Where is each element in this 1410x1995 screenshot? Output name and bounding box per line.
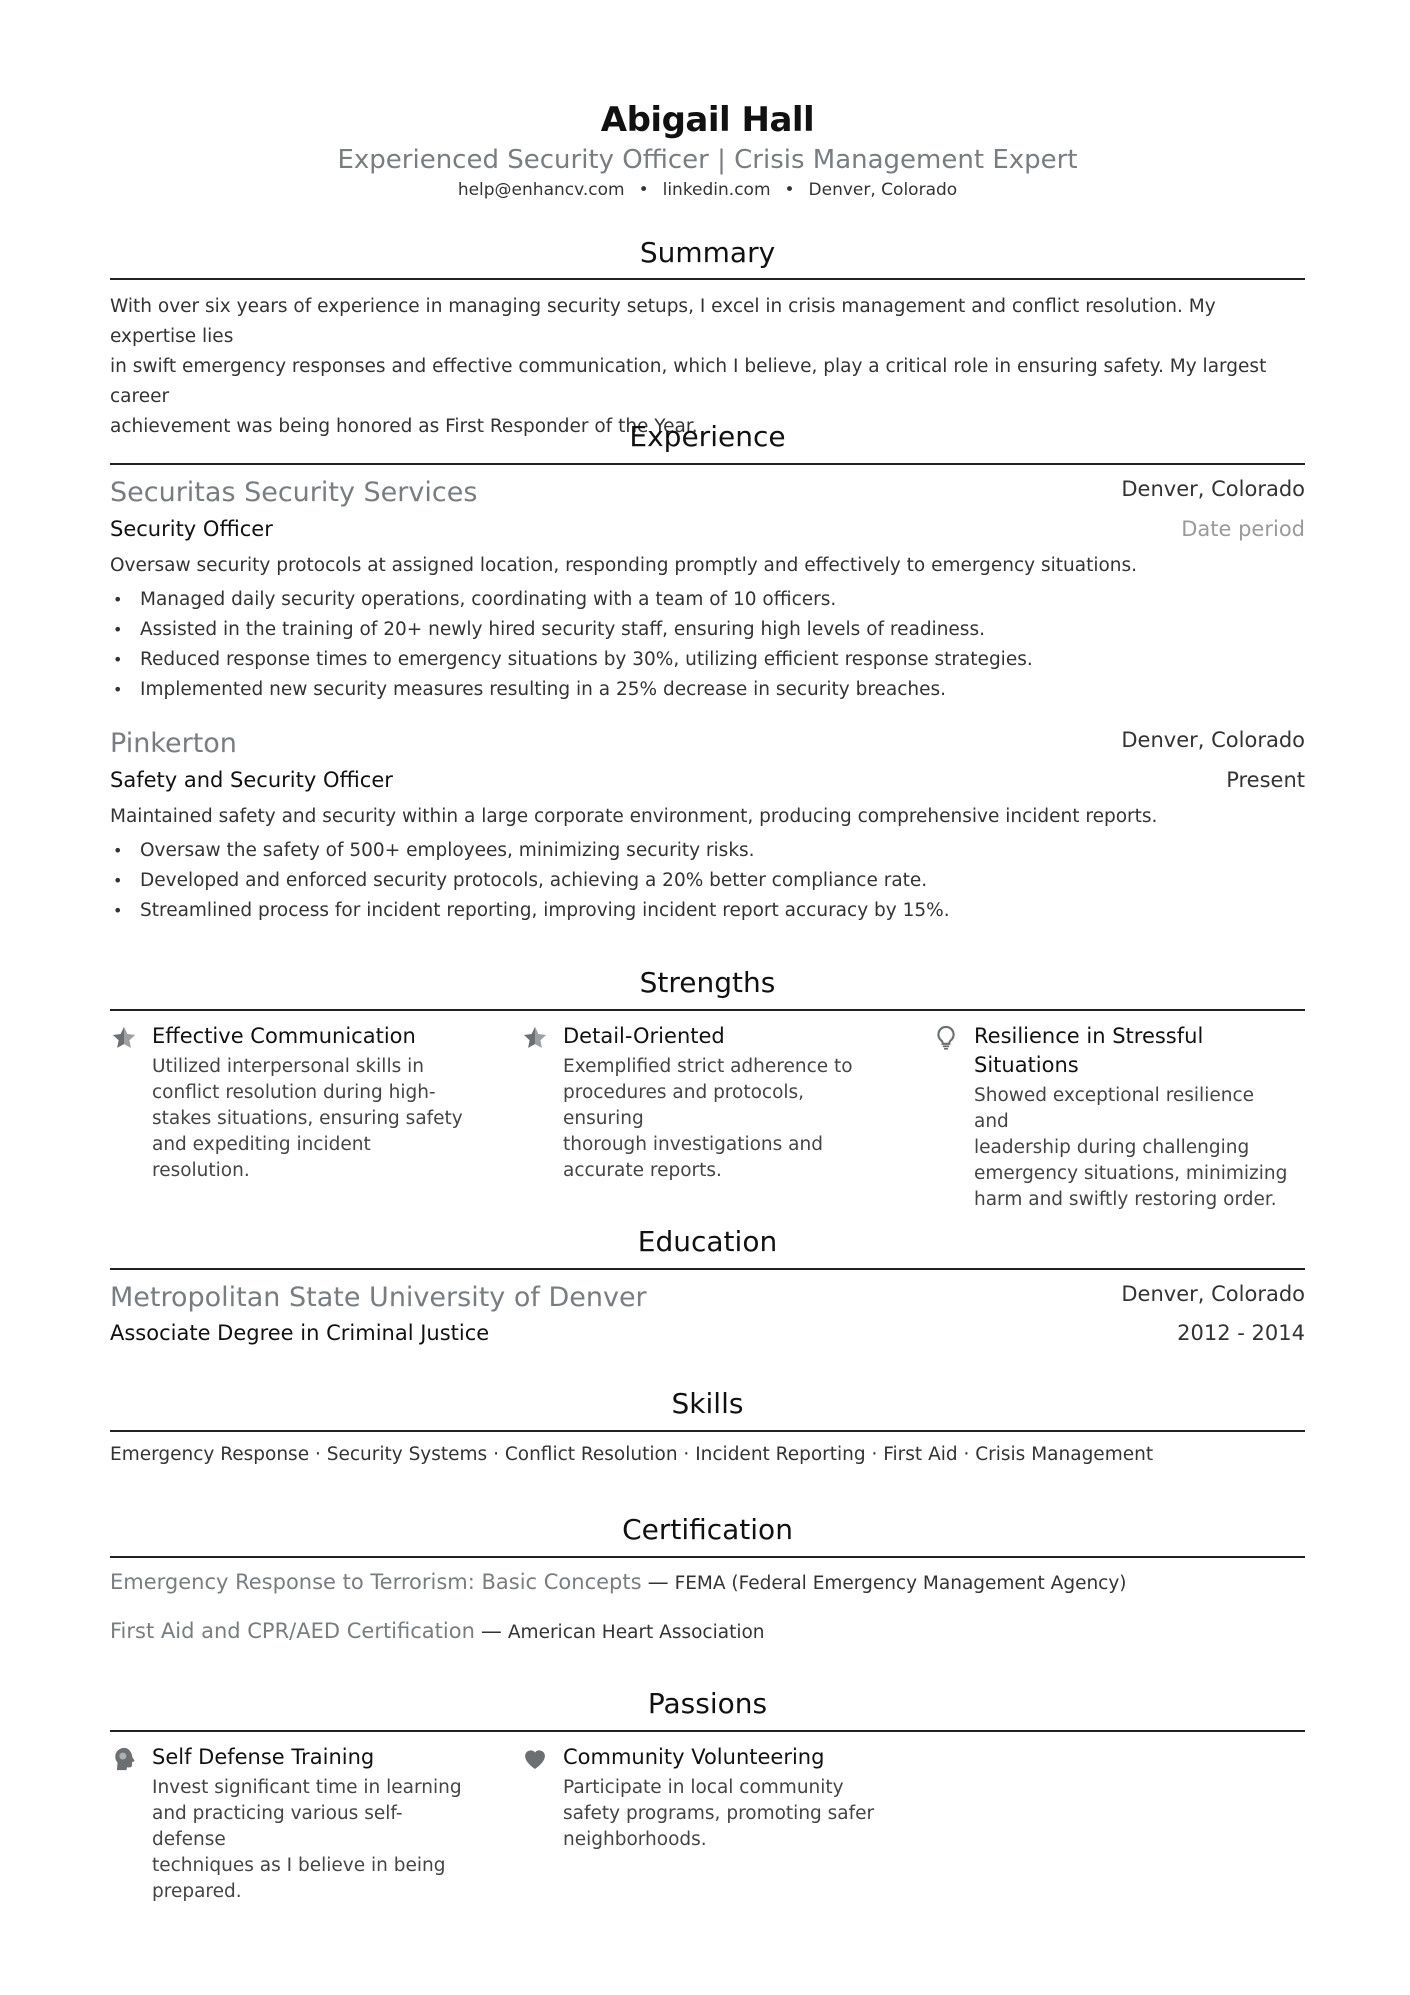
- passion-line: Participate in local community: [563, 1777, 844, 1798]
- section-divider: [110, 463, 1305, 465]
- email-link[interactable]: help@enhancv.com: [457, 180, 625, 200]
- education-school: Metropolitan State University of Denver: [110, 1282, 647, 1313]
- linkedin-link[interactable]: linkedin.com: [662, 180, 771, 200]
- certification-item: [110, 1619, 765, 1643]
- strength-line: stakes situations, ensuring safety: [152, 1108, 463, 1129]
- strengths-heading: Strengths: [639, 966, 776, 999]
- contact-line: [110, 180, 1305, 200]
- job-company: Pinkerton: [110, 728, 237, 759]
- strength-line: emergency situations, minimizing: [974, 1163, 1288, 1184]
- passion-title: Self Defense Training: [152, 1745, 375, 1769]
- summary-line: With over six years of experience in managing security setups, I excel in crisis management and conflict resolution. My expertise lies: [110, 296, 1216, 347]
- passions-heading: Passions: [647, 1687, 768, 1720]
- education-heading: Education: [637, 1225, 778, 1258]
- strength-title: Effective Communication: [152, 1024, 416, 1048]
- certification-name: Emergency Response to Terrorism: Basic Concepts: [110, 1570, 642, 1594]
- job-bullet: • Developed and enforced security protocols, achieving a 20% better compliance rate.: [110, 866, 1305, 896]
- contact-separator: •: [638, 180, 649, 200]
- passion-line: neighborhoods.: [563, 1829, 707, 1850]
- certification-issuer: American Heart Association: [507, 1622, 765, 1643]
- summary-line: in swift emergency responses and effective communication, which I believe, play a critical role in ensuring safety. My largest career: [110, 356, 1267, 407]
- passion-line: safety programs, promoting safer: [563, 1803, 875, 1824]
- strength-item: [932, 1022, 1312, 1213]
- passion-line: and practicing various self-defense: [152, 1803, 403, 1850]
- job-description: Oversaw security protocols at assigned location, responding promptly and effectively to emergency situations.: [110, 555, 1138, 576]
- certification-name: First Aid and CPR/AED Certification: [110, 1619, 475, 1643]
- strength-title: Detail-Oriented: [563, 1024, 725, 1048]
- star-icon: [110, 1024, 138, 1052]
- strength-line: conflict resolution during high-: [152, 1082, 436, 1103]
- certification-heading: Certification: [622, 1513, 793, 1546]
- summary-heading: Summary: [639, 236, 776, 269]
- section-divider: [110, 278, 1305, 280]
- strength-line: procedures and protocols, ensuring: [563, 1082, 805, 1129]
- education-dates: 2012 - 2014: [1177, 1321, 1305, 1345]
- job-role: Security Officer: [110, 517, 273, 541]
- strength-item: [110, 1022, 490, 1184]
- section-divider: [110, 1556, 1305, 1558]
- job-bullet: • Implemented new security measures resulting in a 25% decrease in security breaches.: [110, 675, 1305, 705]
- job-bullet: • Assisted in the training of 20+ newly hired security staff, ensuring high levels of readiness.: [110, 615, 1305, 645]
- section-divider: [110, 1730, 1305, 1732]
- passion-line: Invest significant time in learning: [152, 1777, 462, 1798]
- contact-location: Denver, Colorado: [808, 180, 958, 200]
- job-bullet: • Oversaw the safety of 500+ employees, minimizing security risks.: [110, 836, 1305, 866]
- star-icon: [521, 1024, 549, 1052]
- passion-description: [152, 1775, 472, 1905]
- strength-line: thorough investigations and: [563, 1134, 823, 1155]
- job-description: Maintained safety and security within a large corporate environment, producing comprehensive incident reports.: [110, 806, 1158, 827]
- strength-description: [152, 1054, 472, 1184]
- passion-line: techniques as I believe in being: [152, 1855, 446, 1876]
- certification-issuer: FEMA (Federal Emergency Management Agency): [674, 1573, 1127, 1594]
- contact-separator: •: [784, 180, 795, 200]
- strength-line: and expediting incident resolution.: [152, 1134, 371, 1181]
- lightbulb-icon: [932, 1024, 960, 1052]
- strength-title: [974, 1022, 1312, 1080]
- passion-title: Community Volunteering: [563, 1745, 825, 1769]
- strength-line: harm and swiftly restoring order.: [974, 1189, 1277, 1210]
- certification-dash: —: [647, 1570, 669, 1594]
- certification-dash: —: [480, 1619, 502, 1643]
- section-divider: [110, 1268, 1305, 1270]
- job-bullet: • Reduced response times to emergency situations by 30%, utilizing efficient response strategies.: [110, 645, 1305, 675]
- strength-line: Exemplified strict adherence to: [563, 1056, 853, 1077]
- strength-item: [521, 1022, 901, 1184]
- strength-title-line: Situations: [974, 1053, 1079, 1077]
- passion-item: [521, 1743, 901, 1853]
- passion-description: [563, 1775, 883, 1853]
- job-date: Present: [1226, 768, 1305, 792]
- section-divider: [110, 1009, 1305, 1011]
- strength-line: Utilized interpersonal skills in: [152, 1056, 424, 1077]
- strength-line: Showed exceptional resilience and: [974, 1085, 1254, 1132]
- candidate-headline: Experienced Security Officer | Crisis Management Expert: [337, 145, 1078, 175]
- experience-heading: Experience: [629, 420, 786, 453]
- job-company: Securitas Security Services: [110, 477, 478, 508]
- skills-list: Emergency Response · Security Systems · Conflict Resolution · Incident Reporting · First Aid · Crisis Management: [110, 1444, 1154, 1465]
- strength-title-line: Resilience in Stressful: [974, 1024, 1204, 1048]
- strength-description: [563, 1054, 883, 1184]
- summary-line: achievement was being honored as First Responder of the Year.: [110, 416, 698, 437]
- job-location: Denver, Colorado: [1121, 477, 1305, 501]
- job-date: Date period: [1181, 517, 1305, 541]
- certification-item: [110, 1570, 1127, 1594]
- job-location: Denver, Colorado: [1121, 728, 1305, 752]
- section-divider: [110, 1430, 1305, 1432]
- strength-line: accurate reports.: [563, 1160, 722, 1181]
- strength-line: leadership during challenging: [974, 1137, 1250, 1158]
- job-bullet: • Streamlined process for incident reporting, improving incident report accuracy by 15%.: [110, 896, 1305, 926]
- candidate-name: Abigail Hall: [600, 100, 815, 140]
- job-bullets: [110, 585, 1305, 705]
- job-bullet: • Managed daily security operations, coordinating with a team of 10 officers.: [110, 585, 1305, 615]
- education-degree: Associate Degree in Criminal Justice: [110, 1321, 490, 1345]
- strength-description: [974, 1083, 1294, 1213]
- job-role: Safety and Security Officer: [110, 768, 393, 792]
- heart-icon: [521, 1745, 549, 1773]
- brain-head-icon: [110, 1745, 138, 1773]
- passion-item: [110, 1743, 490, 1905]
- skills-heading: Skills: [671, 1387, 744, 1420]
- passion-line: prepared.: [152, 1881, 242, 1902]
- education-location: Denver, Colorado: [1121, 1282, 1305, 1306]
- job-bullets: [110, 836, 1305, 926]
